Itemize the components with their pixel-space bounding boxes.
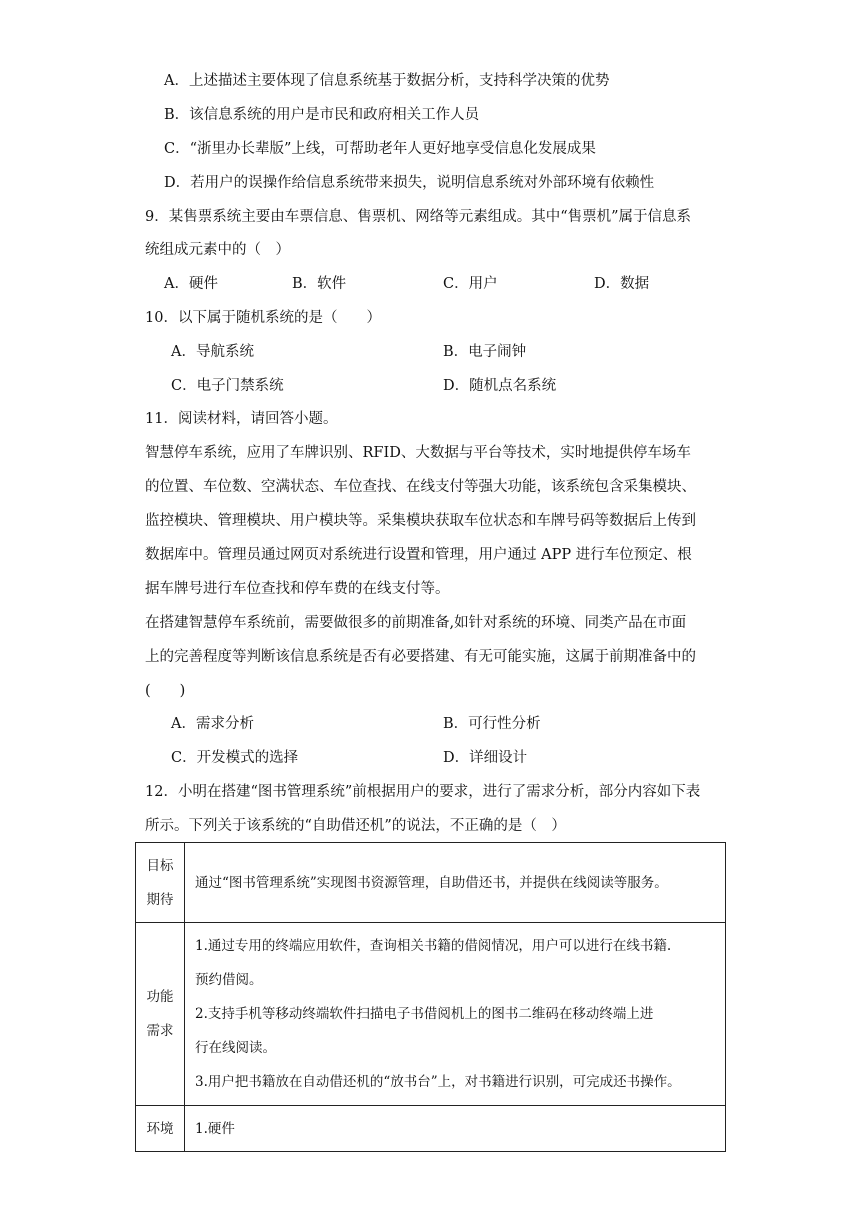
cell-text: 3.用户把书籍放在自动借还机的“放书台”上，对书籍进行识别，可完成还书操作。 (195, 1074, 681, 1090)
q8-option-c: C．“浙里办长辈版”上线，可帮助老年人更好地享受信息化发展成果 (164, 141, 596, 157)
q11-material-line: 监控模块、管理模块、用户模块等。采集模块获取车位状态和车牌号码等数据后上传到 (145, 513, 696, 529)
q11-question-line: 在搭建智慧停车系统前，需要做很多的前期准备,如针对系统的环境、同类产品在市面 (145, 615, 687, 631)
cell-text: 预约借阅。 (195, 972, 263, 988)
cell-text: 行在线阅读。 (195, 1040, 276, 1056)
q11-material-line: 智慧停车系统，应用了车牌识别、RFID、大数据与平台等技术，实时地提供停车场车 (145, 445, 691, 461)
q11-material-line: 的位置、车位数、空满状态、车位查找、在线支付等强大功能，该系统包含采集模块、 (145, 479, 696, 495)
table-row-environment (136, 1106, 726, 1152)
q10-option-c: C．电子门禁系统 (171, 378, 284, 394)
q11-material-line: 数据库中。管理员通过网页对系统进行设置和管理，用户通过 APP 进行车位预定、根 (145, 547, 692, 563)
q9-option-a: A．硬件 (164, 276, 218, 292)
environment-header (136, 1106, 185, 1152)
function-header (136, 923, 185, 1106)
environment-content (185, 1106, 726, 1152)
cell-text: 1.通过专用的终端应用软件，查询相关书籍的借阅情况，用户可以进行在线书籍. (195, 938, 672, 954)
q8-option-b: B．该信息系统的用户是市民和政府相关工作人员 (164, 107, 480, 123)
cell-text: 1.硬件 (195, 1120, 235, 1137)
q8-option-d: D．若用户的误操作给信息系统带来损失，说明信息系统对外部环境有依赖性 (164, 175, 655, 191)
q10-option-d: D．随机点名系统 (443, 378, 557, 394)
q11-material-line: 据车牌号进行车位查找和停车费的在线支付等。 (145, 581, 450, 597)
q9-stem-line2: 统组成元素中的（ ） (145, 242, 290, 258)
q9-option-b: B．软件 (292, 276, 347, 292)
header-text: 目标 (146, 857, 174, 874)
header-text: 需求 (146, 1023, 174, 1039)
q12-stem-line2: 所示。下列关于该系统的“自助借还机”的说法，不正确的是（ ） (145, 818, 566, 834)
q9-option-d: D．数据 (594, 276, 650, 292)
q10-stem: 10．以下属于随机系统的是（ ） (145, 310, 381, 326)
q12-stem-line1: 12．小明在搭建“图书管理系统”前根据用户的要求，进行了需求分析，部分内容如下表 (145, 784, 701, 800)
q8-option-a: A．上述描述主要体现了信息系统基于数据分析，支持科学决策的优势 (164, 73, 610, 89)
q9-option-c: C．用户 (443, 276, 498, 292)
header-text: 功能 (146, 989, 174, 1005)
q9-stem-line1: 9．某售票系统主要由车票信息、售票机、网络等元素组成。其中“售票机”属于信息系 (145, 209, 692, 225)
q11-option-b: B．可行性分析 (443, 716, 541, 732)
goal-header (136, 843, 185, 923)
header-text: 期待 (146, 891, 174, 908)
q10-option-a: A．导航系统 (171, 344, 254, 360)
table-row-goal (136, 843, 726, 923)
header-text: 环境 (146, 1120, 174, 1137)
table-row-function (136, 923, 726, 1106)
q11-option-d: D．详细设计 (443, 750, 528, 766)
q11-stem: 11．阅读材料，请回答小题。 (145, 411, 338, 427)
cell-text: 2.支持手机等移动终端软件扫描电子书借阅机上的图书二维码在移动终端上进 (195, 1006, 654, 1022)
q11-option-c: C．开发模式的选择 (171, 750, 299, 766)
q11-question-line: 上的完善程度等判断该信息系统是否有必要搭建、有无可能实施，这属于前期准备中的 (145, 649, 696, 665)
function-content (185, 923, 726, 1106)
q10-option-b: B．电子闹钟 (443, 344, 527, 360)
goal-content (185, 843, 726, 923)
cell-text: 通过“图书管理系统”实现图书资源管理，自助借还书，并提供在线阅读等服务。 (195, 874, 668, 891)
requirements-table (135, 842, 726, 1152)
q11-question-line: ( ) (145, 683, 186, 699)
q11-option-a: A．需求分析 (171, 716, 254, 732)
